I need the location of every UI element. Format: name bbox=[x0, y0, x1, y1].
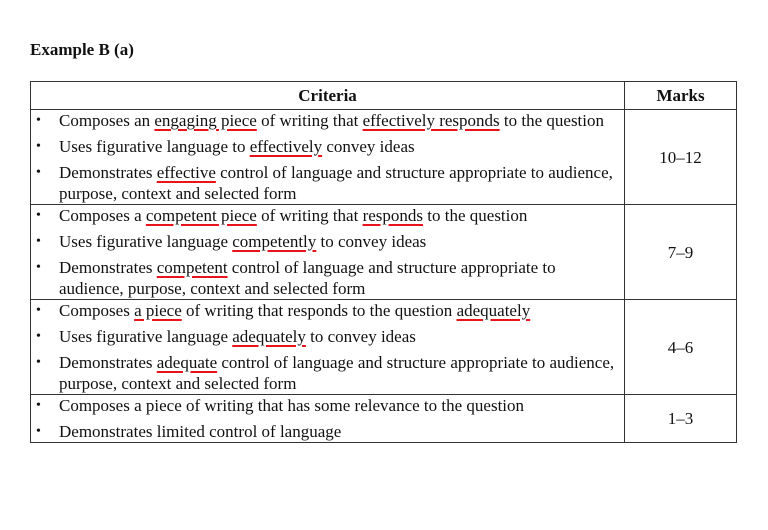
highlighted-phrase: adequately bbox=[232, 327, 306, 346]
criteria-text: to convey ideas bbox=[305, 327, 416, 346]
criteria-text: convey ideas bbox=[322, 137, 415, 156]
bullet-icon: • bbox=[36, 139, 41, 154]
criteria-column-header: Criteria bbox=[31, 82, 625, 110]
criteria-item bbox=[31, 257, 624, 299]
criteria-cell bbox=[31, 300, 625, 395]
criteria-text: of writing that responds to the question bbox=[181, 301, 457, 320]
marks-cell: 1–3 bbox=[625, 395, 737, 443]
highlighted-phrase: effectively responds bbox=[362, 111, 500, 130]
criteria-text: of writing that bbox=[256, 111, 363, 130]
criteria-item bbox=[31, 110, 624, 131]
bullet-icon: • bbox=[36, 355, 41, 370]
highlighted-phrase: competent bbox=[156, 258, 228, 277]
table-row bbox=[31, 205, 737, 300]
highlighted-phrase: effectively bbox=[249, 137, 323, 156]
criteria-list bbox=[31, 300, 624, 394]
criteria-text: Demonstrates bbox=[59, 163, 157, 182]
criteria-text: to the question bbox=[423, 206, 528, 225]
bullet-icon: • bbox=[36, 165, 41, 180]
bullet-icon: • bbox=[36, 329, 41, 344]
criteria-text: control of language and structure appropriate to audience, purpose, context and selected form bbox=[59, 163, 613, 203]
criteria-item bbox=[31, 231, 624, 252]
highlighted-phrase: competently bbox=[232, 232, 317, 251]
criteria-text: Demonstrates limited control of language bbox=[59, 422, 342, 441]
marks-cell: 7–9 bbox=[625, 205, 737, 300]
criteria-text: Composes a piece of writing that has some relevance to the question bbox=[59, 396, 525, 415]
criteria-text: Composes bbox=[59, 301, 135, 320]
criteria-item bbox=[31, 326, 624, 347]
bullet-icon: • bbox=[36, 424, 41, 439]
criteria-item bbox=[31, 205, 624, 226]
criteria-text: Demonstrates bbox=[59, 258, 157, 277]
criteria-item bbox=[31, 136, 624, 157]
criteria-list bbox=[31, 110, 624, 204]
bullet-icon: • bbox=[36, 260, 41, 275]
highlighted-phrase: a piece bbox=[134, 301, 182, 320]
criteria-text: Demonstrates bbox=[59, 353, 157, 372]
highlighted-phrase: responds bbox=[362, 206, 424, 225]
criteria-item bbox=[31, 162, 624, 204]
rubric-body bbox=[31, 110, 737, 443]
bullet-icon: • bbox=[36, 234, 41, 249]
page-heading: Example B (a) bbox=[30, 40, 134, 59]
highlighted-phrase: effective bbox=[156, 163, 216, 182]
table-row bbox=[31, 300, 737, 395]
criteria-text: Uses figurative language to bbox=[59, 137, 250, 156]
criteria-text: Uses figurative language bbox=[59, 327, 233, 346]
criteria-text: Uses figurative language bbox=[59, 232, 233, 251]
criteria-item bbox=[31, 395, 624, 416]
bullet-icon: • bbox=[36, 208, 41, 223]
criteria-item bbox=[31, 352, 624, 394]
marks-cell: 10–12 bbox=[625, 110, 737, 205]
highlighted-phrase: adequate bbox=[156, 353, 218, 372]
criteria-text: Composes a bbox=[59, 206, 146, 225]
criteria-text: of writing that bbox=[256, 206, 363, 225]
marks-column-header: Marks bbox=[625, 82, 737, 110]
criteria-list bbox=[31, 205, 624, 299]
criteria-text: control of language and structure appropriate to audience, purpose, context and selected form bbox=[59, 353, 615, 393]
criteria-cell bbox=[31, 395, 625, 443]
criteria-item bbox=[31, 300, 624, 321]
highlighted-phrase: engaging piece bbox=[154, 111, 257, 130]
highlighted-phrase: competent piece bbox=[145, 206, 257, 225]
criteria-text: Composes an bbox=[59, 111, 155, 130]
criteria-text: control of language and structure appropriate to audience, purpose, context and selected form bbox=[59, 258, 556, 298]
marks-cell: 4–6 bbox=[625, 300, 737, 395]
table-row bbox=[31, 110, 737, 205]
table-row bbox=[31, 395, 737, 443]
bullet-icon: • bbox=[36, 398, 41, 413]
bullet-icon: • bbox=[36, 113, 41, 128]
criteria-item bbox=[31, 421, 624, 442]
criteria-list bbox=[31, 395, 624, 442]
bullet-icon: • bbox=[36, 303, 41, 318]
table-header-row bbox=[31, 82, 737, 110]
highlighted-phrase: adequately bbox=[456, 301, 531, 320]
criteria-text: to convey ideas bbox=[316, 232, 427, 251]
criteria-text: to the question bbox=[499, 111, 605, 130]
marking-rubric-table bbox=[30, 81, 737, 443]
criteria-cell bbox=[31, 205, 625, 300]
criteria-cell bbox=[31, 110, 625, 205]
